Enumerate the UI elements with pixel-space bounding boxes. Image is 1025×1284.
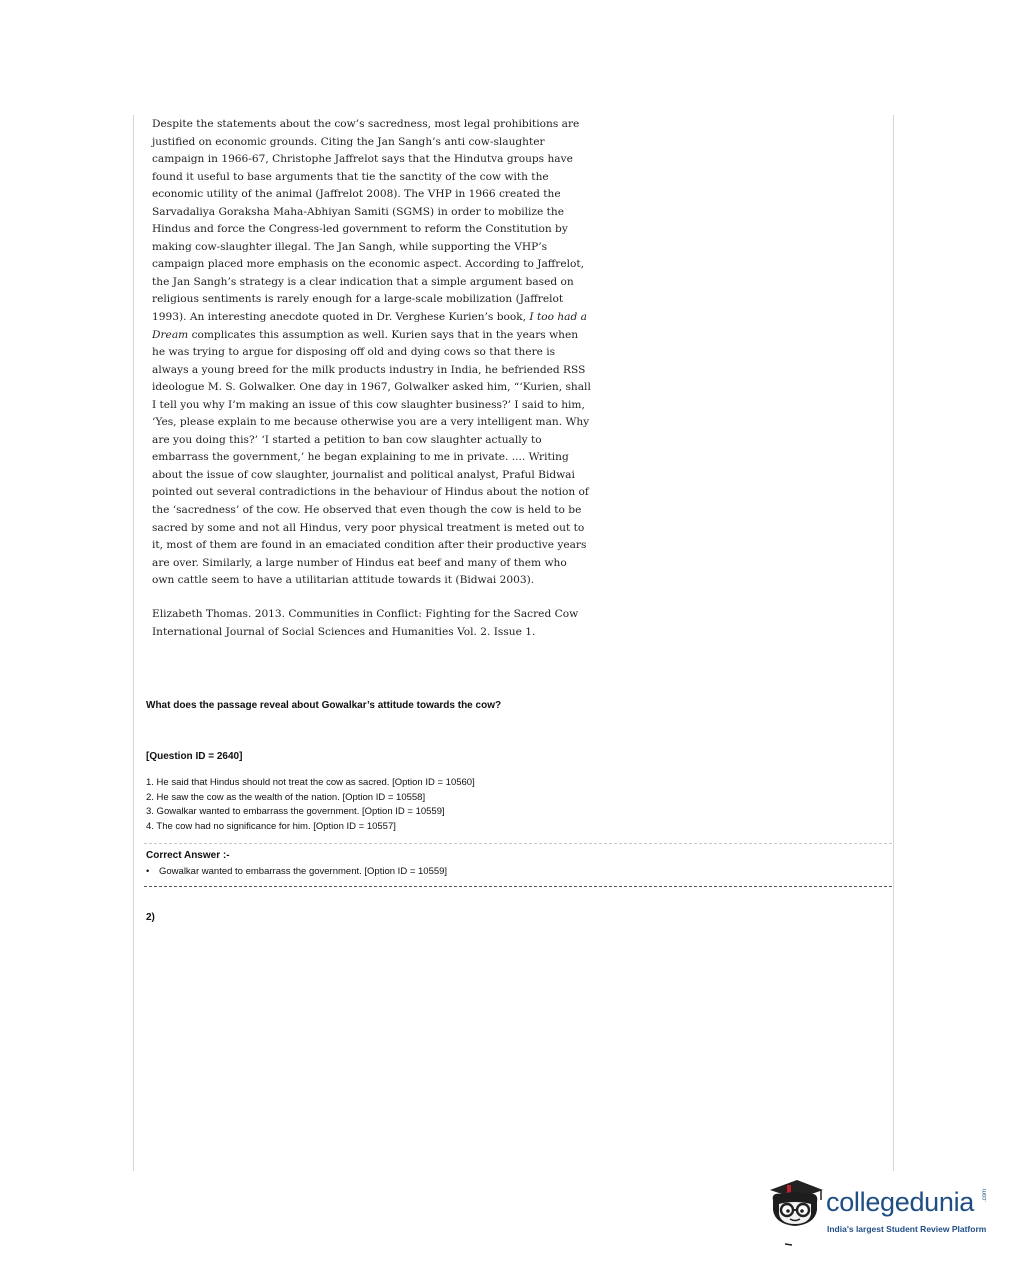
option-item: 2. He saw the cow as the wealth of the nation. [Option ID = 10558] xyxy=(146,791,426,803)
passage-line: I tell you why I’m making an issue of this cow slaughter business?’ I said to him, xyxy=(152,398,585,411)
option-item: 4. The cow had no significance for him. [Option ID = 10557] xyxy=(146,820,396,832)
passage-line: economic utility of the animal (Jaffrelot 2008). The VHP in 1966 created the xyxy=(152,188,561,201)
passage-line: campaign placed more emphasis on the economic aspect. According to Jaffrelot, xyxy=(152,258,585,271)
passage-line: campaign in 1966-67, Christophe Jaffrelot says that the Hindutva groups have xyxy=(152,153,573,166)
passage-line: pointed out several contradictions in the behaviour of Hindus about the notion of xyxy=(152,486,589,499)
correct-answer xyxy=(146,866,447,877)
citation-line: International Journal of Social Sciences and Humanities Vol. 2. Issue 1. xyxy=(152,625,536,638)
passage-line: ‘Yes, please explain to me because otherwise you are a very intelligent man. Why xyxy=(152,416,590,429)
passage-line: ideologue M. S. Golwalker. One day in 1967, Golwalker asked him, “‘Kurien, shall xyxy=(152,381,591,394)
question-id: [Question ID = 2640] xyxy=(146,751,243,762)
passage-line: found it useful to base arguments that tie the sanctity of the cow with the xyxy=(152,170,549,183)
passage-line: are you doing this?’ ‘I started a petition to ban cow slaughter actually to xyxy=(152,433,542,446)
book-title: I too had a xyxy=(529,311,587,324)
divider xyxy=(144,843,892,844)
passage-line: Dream complicates this assumption as well. Kurien says that in the years when xyxy=(152,328,579,341)
passage-line: the Jan Sangh’s strategy is a clear indication that a simple argument based on xyxy=(152,275,574,288)
passage-line: the ‘sacredness’ of the cow. He observed that even though the cow is held to be xyxy=(152,504,582,517)
passage-line: it, most of them are found in an emaciated condition after their productive years xyxy=(152,539,587,552)
passage-line: about the issue of cow slaughter, journalist and political analyst, Praful Bidwai xyxy=(152,468,575,481)
passage-line: sacred by some and not all Hindus, very poor physical treatment is meted out to xyxy=(152,521,585,534)
citation-line: Elizabeth Thomas. 2013. Communities in Conflict: Fighting for the Sacred Cow xyxy=(152,608,579,620)
passage-line: he was trying to argue for disposing off old and dying cows so that there is xyxy=(152,346,556,359)
passage-line: religious sentiments is rarely enough for a large-scale mobilization (Jaffrelot xyxy=(152,293,564,306)
divider xyxy=(144,886,892,887)
passage-line: Sarvadaliya Goraksha Maha-Abhiyan Samiti (SGMS) in order to mobilize the xyxy=(152,205,564,218)
correct-answer-text: Gowalkar wanted to embarrass the government. [Option ID = 10559] xyxy=(159,866,448,877)
brand-tagline: India's largest Student Review Platform xyxy=(827,1224,987,1234)
passage-line: justified on economic grounds. Citing the Jan Sangh’s anti cow-slaughter xyxy=(152,135,545,148)
journal-title: International Journal of Social Sciences and Humanities xyxy=(152,625,454,638)
collegedunia-logo xyxy=(765,1176,995,1256)
passage-text xyxy=(152,116,612,590)
citation xyxy=(152,606,612,641)
next-question-number: 2) xyxy=(146,912,155,923)
option-item: 1. He said that Hindus should not treat the cow as sacred. [Option ID = 10560] xyxy=(146,777,475,788)
passage-line: always a young breed for the milk products industry in India, he befriended RSS xyxy=(152,363,586,376)
passage-line: Hindus and force the Congress-led government to reform the Constitution by xyxy=(152,223,568,236)
brand-name: collegedunia xyxy=(826,1187,975,1217)
correct-answer-label: Correct Answer :- xyxy=(146,850,230,861)
mascot-icon xyxy=(765,1176,827,1248)
passage-line: own cattle seem to have a utilitarian attitude towards it (Bidwai 2003). xyxy=(152,574,535,587)
passage-line: 1993). An interesting anecdote quoted in Dr. Verghese Kurien’s book, I too had a xyxy=(152,311,587,324)
passage-line: Despite the statements about the cow’s sacredness, most legal prohibitions are xyxy=(152,118,580,130)
question-text: What does the passage reveal about Gowalkar’s attitude towards the cow? xyxy=(146,700,502,711)
option-item: 3. Gowalkar wanted to embarrass the government. [Option ID = 10559] xyxy=(146,806,445,818)
options-list xyxy=(146,776,475,834)
passage-line: embarrass the government,’ he began explaining to me in private. .... Writing xyxy=(152,451,569,464)
passage-line: are over. Similarly, a large number of Hindus eat beef and many of them who xyxy=(152,556,567,569)
passage-line: making cow-slaughter illegal. The Jan Sangh, while supporting the VHP’s xyxy=(152,240,548,253)
brand-domain: .com xyxy=(982,1188,988,1202)
bullet-icon: • xyxy=(146,866,150,877)
